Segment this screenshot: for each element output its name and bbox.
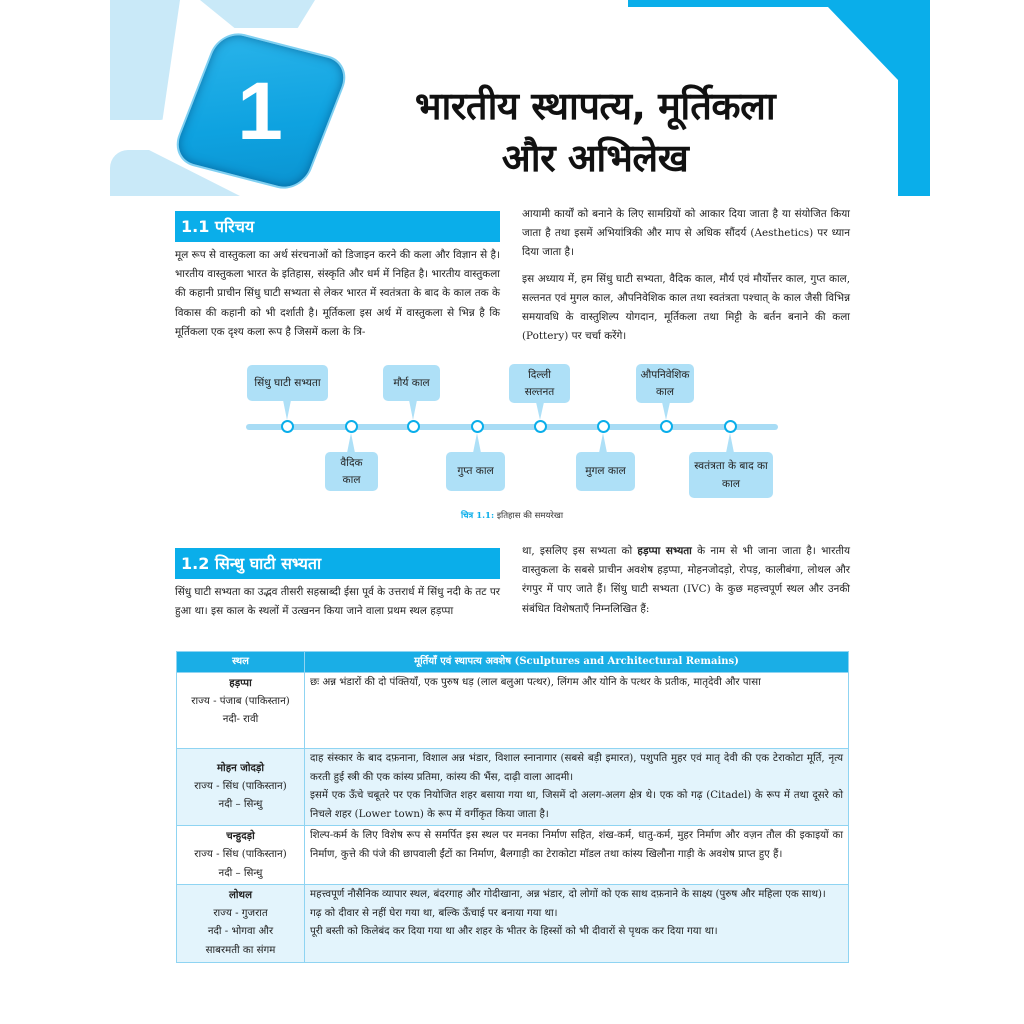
intro-left-paragraph: [175, 246, 500, 349]
table-row: [177, 749, 849, 826]
timeline-event-maurya: मौर्य काल: [383, 365, 440, 401]
intro-paragraph-3: इस अध्याय में, हम सिंधु घाटी सभ्यता, वैदिक काल, मौर्य एवं मौर्योत्तर काल, गुप्त काल, सल्तनत एवं मुगल काल, औपनिवेशिक काल तथा स्वतंत्रता पश्चात् के काल जैसी विभिन्न समयावधि के वास्तुशिल्प योगदान, मूर्तिकला तथा मिट्टी के बर्तन बनाने की कला (Pottery) पर चर्चा करेंगे।: [522, 272, 850, 343]
chapter-title-line1: भारतीय स्थापत्य, मूर्तिकला: [414, 84, 776, 128]
timeline-pointer: [599, 433, 607, 453]
column-header-site: स्थल: [177, 652, 305, 673]
column-header-remains: मूर्तियाँ एवं स्थापत्य अवशेष (Sculptures and Architectural Remains): [305, 652, 849, 673]
timeline-dot: [281, 420, 294, 433]
timeline-event-colonial: औपनिवेशिक काल: [636, 364, 694, 403]
timeline-pointer: [726, 433, 734, 453]
timeline-event-delhi-sultanate: दिल्ली सल्तनत: [509, 364, 570, 403]
site-cell: लोथल राज्य - गुजरात नदी - भोगवा और साबरमती का संगम: [177, 885, 305, 962]
remains-cell: महत्त्वपूर्ण नौसैनिक व्यापार स्थल, बंदरगाह और गोदीखाना, अन्न भंडार, दो लोगों को एक साथ दफ़नाने के साक्ष्य (पुरुष और महिला एक साथ)। गढ़ को दीवार से नहीं घेरा गया था, बल्कि ऊँचाई पर बनाया गया था। पूरी बस्ती को किलेबंद कर दिया गया था और शहर के भीतर के हिस्सों को भी दीवारों से पृथक कर दिया गया था।: [305, 885, 849, 962]
timeline-event-gupta: गुप्त काल: [446, 452, 505, 491]
timeline-event-post-independence: स्वतंत्रता के बाद का काल: [689, 452, 773, 498]
indus-paragraph-2: था, इसलिए इस सभ्यता को हड़प्पा सभ्यता के नाम से भी जाना जाता है। भारतीय वास्तुकला के सबसे प्राचीन अवशेष हड़प्पा, मोहनजोदड़ो, रोपड़, कालीबंगा, लोथल और रंगपुर में पाए जाते हैं। सिंधु घाटी सभ्यता (IVC) के कुछ महत्त्वपूर्ण स्थल और उनकी संबंधित विशेषताएँ निम्नलिखित हैं:: [522, 545, 850, 615]
timeline-pointer: [347, 433, 355, 453]
remains-cell: दाह संस्कार के बाद दफ़नाना, विशाल अन्न भंडार, विशाल स्नानागार (सबसे बड़ी इमारत), पशुपति मुहर एवं मातृ देवी की एक टेराकोटा मूर्ति, नृत्य करती हुई स्त्री की एक कांस्य प्रतिमा, कांस्य की भैंस, दाढ़ी वाला आदमी। इसमें एक ऊँचे चबूतरे पर एक नियोजित शहर बसाया गया था, जिसमें दो अलग-अलग क्षेत्र थे। एक को गढ़ (Citadel) के रूप में तथा दूसरे को निचले शहर (Lower town) के रूप में वर्गीकृत किया जाता है।: [305, 749, 849, 826]
timeline-dot: [534, 420, 547, 433]
figure-label: चित्र 1.1:: [460, 511, 495, 521]
chapter-title-line2: और अभिलेख: [501, 136, 689, 180]
remains-cell: शिल्प-कर्म के लिए विशेष रूप से समर्पित इस स्थल पर मनका निर्माण सहित, शंख-कर्म, धातु-कर्म, मुहर निर्माण और वज़न तौल की इकाइयों का निर्माण, कुत्ते की पंजे की छापवाली ईंटों का निर्माण, बैलगाड़ी का टेराकोटा मॉडल तथा कांस्य खिलौना गाड़ी के अवशेष प्राप्त हुए हैं।: [305, 826, 849, 885]
site-cell: मोहन जोदड़ो राज्य - सिंध (पाकिस्तान) नदी – सिन्धु: [177, 749, 305, 826]
decorative-corner-frame: [620, 0, 940, 200]
timeline-dot: [471, 420, 484, 433]
indus-right-column: [522, 542, 850, 626]
site-cell: हड़प्पा राज्य - पंजाब (पाकिस्तान) नदी- रावी: [177, 673, 305, 749]
decorative-shape-left-top: [110, 0, 180, 120]
indus-paragraph-1: सिंधु घाटी सभ्यता का उद्भव तीसरी सहस्राब्दी ईसा पूर्व के उत्तरार्ध में सिंधु नदी के तट पर हुआ था। इस काल के स्थलों में उत्खनन किया जाने वाला प्रथम स्थल हड़प्पा: [175, 586, 500, 618]
timeline-dot: [597, 420, 610, 433]
timeline-dot: [724, 420, 737, 433]
timeline-event-vedic: वैदिक काल: [325, 452, 378, 491]
timeline-event-indus-valley: सिंधु घाटी सभ्यता: [247, 365, 328, 401]
timeline-track: [246, 424, 778, 430]
timeline-pointer: [536, 402, 544, 420]
timeline-pointer: [662, 402, 670, 420]
table-row: [177, 885, 849, 962]
decorative-shape-top: [200, 0, 315, 28]
table-row: [177, 826, 849, 885]
indus-sites-table: [176, 651, 849, 963]
timeline-pointer: [409, 400, 417, 420]
table-header-row: [177, 652, 849, 673]
table-row: [177, 673, 849, 749]
section-heading-intro: 1.1 परिचय: [175, 211, 500, 242]
site-cell: चन्हुदड़ो राज्य - सिंध (पाकिस्तान) नदी – सिन्धु: [177, 826, 305, 885]
timeline-dot: [345, 420, 358, 433]
timeline-pointer: [283, 400, 291, 420]
figure-caption-text: इतिहास की समयरेखा: [494, 511, 564, 521]
timeline-event-mughal: मुगल काल: [576, 452, 635, 491]
timeline-dot: [660, 420, 673, 433]
harappan-civilization-term: हड़प्पा सभ्यता: [637, 545, 692, 557]
chapter-number: 1: [237, 66, 283, 157]
intro-paragraph-2: आयामी कार्यों को बनाने के लिए सामग्रियों को आकार दिया जाता है या संयोजित किया जाता है तथा इसमें अभियांत्रिकी और माप से अधिक सौंदर्य (Aesthetics) पर ध्यान दिया जाता है।: [522, 208, 850, 259]
timeline-dot: [407, 420, 420, 433]
remains-cell: छः अन्न भंडारों की दो पंक्तियाँ, एक पुरुष धड़ (लाल बलुआ पत्थर), लिंगम और योनि के पत्थर के प्रतीक, मातृदेवी और पासा: [305, 673, 849, 749]
section-heading-indus-valley: 1.2 सिन्धु घाटी सभ्यता: [175, 548, 500, 579]
indus-left-column: [175, 583, 500, 628]
intro-right-column: [522, 205, 850, 353]
figure-caption: [0, 510, 1024, 521]
intro-paragraph-1: मूल रूप से वास्तुकला का अर्थ संरचनाओं को डिजाइन करने की कला और विज्ञान से है। भारतीय वास्तुकला भारत के इतिहास, संस्कृति और धर्म में निहित है। भारतीय वास्तुकला की कहानी प्राचीन सिंधु घाटी सभ्यता से लेकर भारत में स्वतंत्रता के बाद के काल तक के विकास की कहानी को भी दर्शाती है। मूर्तिकला इस अर्थ में वास्तुकला से भिन्न है कि मूर्तिकला एक दृश्य कला रूप है जिसमें कला के त्रि-: [175, 249, 500, 338]
timeline-pointer: [473, 433, 481, 453]
